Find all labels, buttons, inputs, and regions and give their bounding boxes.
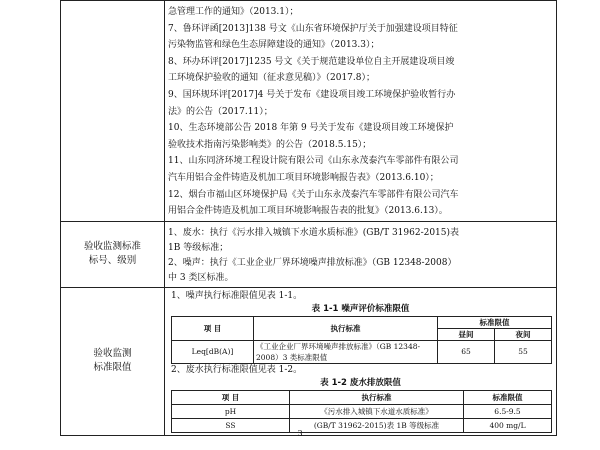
limits-label-text: 验收监测 标准限值 [93,348,132,374]
noise-limit-table [171,316,552,364]
standards-label [61,221,165,287]
basis-line: 7、鲁环评函[2013]138 号文《山东省环境保护厅关于加强建设项目特征 [168,23,458,34]
basis-line: 法》的公告（2017.11）； [168,106,273,117]
water-header-limit: 标准限值 [464,390,552,404]
limits-content [165,287,557,435]
basis-line: 11、山东同济环境工程设计院有限公司《山东永茂泰汽车零部件有限公司 [168,156,459,167]
standard-line: 2、噪声：执行《工业企业厂界环境噪声排放标准》（GB 12348-2008） [168,257,457,268]
standard-line: 1、废水：执行《污水排入城镇下水道水质标准》(GB/T 31962-2015)表 [168,227,460,238]
noise-intro: 1、噪声执行标准限值见表 1-1。 [171,290,303,301]
noise-header-item: 项 目 [172,316,254,340]
water-row-limit: 6.5-9.5 [464,404,552,418]
legal-basis-row [61,1,557,222]
basis-line: 10、生态环境部公告 2018 年第 9 号关于发布《建设项目竣工环境保护 [168,123,454,134]
legal-basis-content [165,1,557,222]
noise-table-title: 表 1-1 噪声评价标准限值 [311,303,410,314]
basis-line: 验收技术指南污染影响类》的公告（2018.5.15）； [168,139,372,150]
water-header-standard: 执行标准 [290,390,464,404]
legal-basis-label-cell [61,1,165,222]
water-table-title: 表 1-2 废水排放限值 [320,377,401,388]
standards-content [165,221,557,287]
basis-line: 汽车用铝合金件铸造及机加工项目环境影响报告表》（2013.6.10）； [168,172,439,183]
standard-line: 1B 等级标准； [168,242,229,253]
standard-line: 中 3 类区标准。 [168,272,234,283]
basis-line: 污染物监管和绿色生态屏障建设的通知》（2013.3）； [168,40,380,51]
basis-line: 12、烟台市福山区环境保护局《关于山东永茂泰汽车零部件有限公司汽车 [168,189,459,200]
limits-row [61,287,557,435]
basis-line: 9、国环规环评[2017]4 号关于发布《建设项目竣工环境保护验收暂行办 [168,89,456,100]
water-limit-table [171,390,552,433]
basis-line: 工环境保护验收的通知（征求意见稿）》（2017.8）； [168,73,375,84]
basis-line: 8、环办环评[2017]1235 号文《关于规范建设单位自主开展建设项目竣 [168,56,455,67]
standards-label-text: 验收监测标准 标号、级别 [83,241,141,267]
water-row-item: SS [172,418,290,432]
water-row-standard: 《污水排入城镇下水道水质标准》 [290,404,464,418]
water-row-item: pH [172,404,290,418]
noise-row-day: 65 [438,340,495,363]
page-number: 3 [297,429,303,438]
noise-header-night: 夜间 [495,328,552,340]
water-intro: 2、废水执行标准限值见表 1-2。 [171,364,303,375]
noise-header-standard: 执行标准 [254,316,438,340]
standards-row [61,221,557,287]
noise-header-limit: 标准限值 [438,316,552,328]
water-row-limit: 400 mg/L [464,418,552,432]
basis-line: 用铝合金件铸造及机加工项目环境影响报告表的批复》（2013.6.13）。 [168,206,448,217]
noise-row-item: Leq[dB(A)] [172,340,254,363]
noise-row-night: 55 [495,340,552,363]
noise-header-day: 昼间 [438,328,495,340]
basis-line: 急管理工作的通知》（2013.1）； [168,7,299,17]
water-row-standard: (GB/T 31962-2015)表 1B 等级标准 [290,418,464,432]
acceptance-criteria-table [60,0,557,436]
water-header-item: 项 目 [172,390,290,404]
limits-label [61,287,165,435]
noise-row-standard: 《工业企业厂界环境噪声排放标准》（GB 12348-2008）3 类标准限值 [254,340,438,363]
